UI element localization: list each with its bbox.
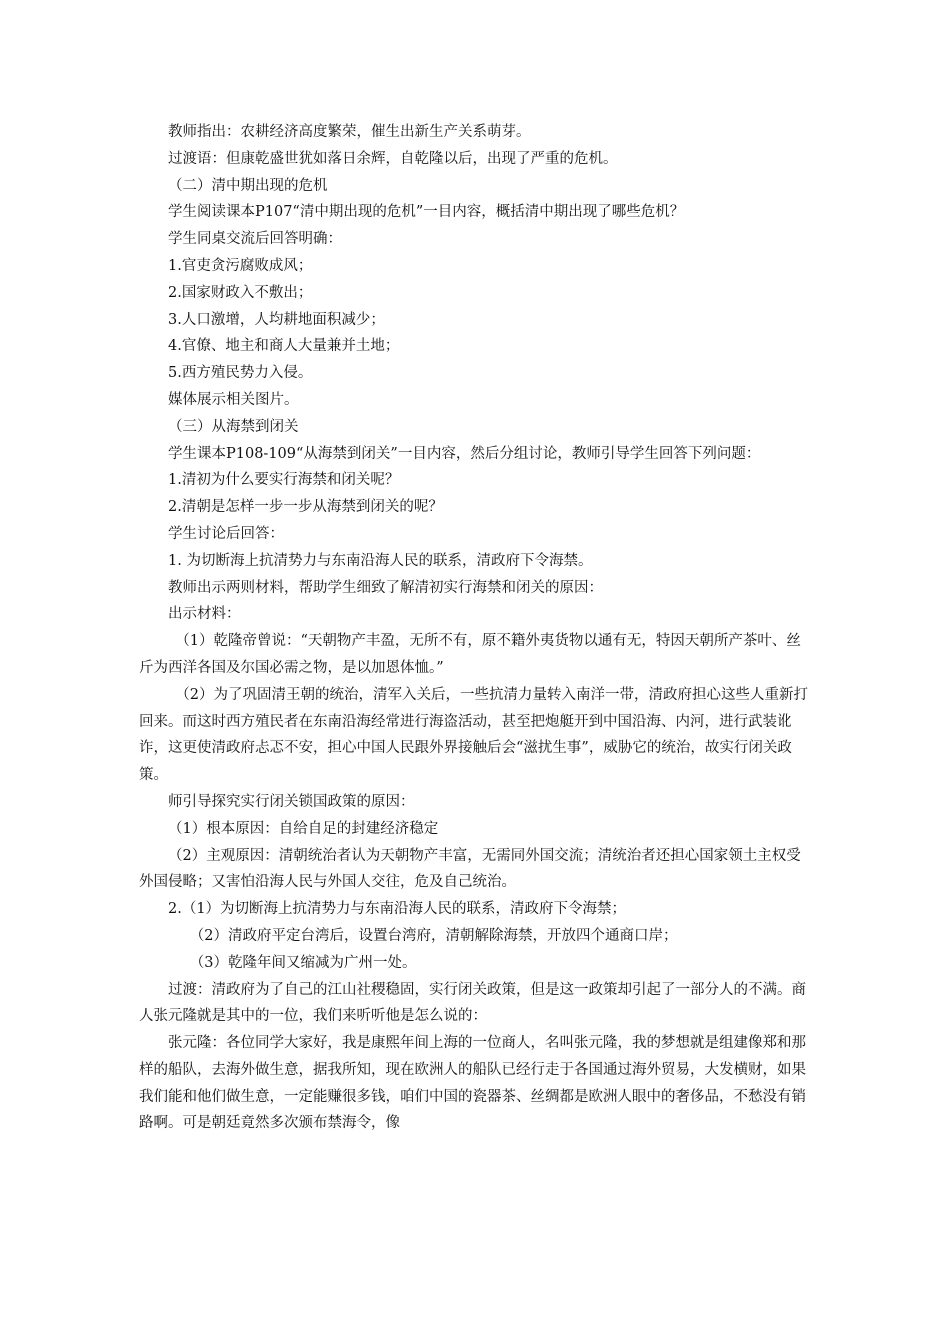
list-item: 3.人口激增，人均耕地面积减少；	[168, 311, 385, 328]
list-item: 2.（1）为切断海上抗清势力与东南沿海人民的联系，清政府下令海禁；	[168, 901, 627, 918]
paragraph: 张元隆：各位同学大家好，我是康熙年间上海的一位商人，名叫张元隆，我的梦想就是组建像郑和那样的船队，去海外做生意，据我所知，现在欧洲人的船队已经行走于各国通过海外贸易，大发横财，如果我们能和他们做生意，一定能赚很多钱，咱们中国的瓷器茶、丝绸都是欧洲人眼中的奢侈品，不愁没有销路啊。可是朝廷竟然多次颁布禁海令，像	[139, 1035, 806, 1132]
paragraph: 过渡语：但康乾盛世犹如落日余辉，自乾隆以后，出现了严重的危机。	[168, 150, 618, 167]
paragraph: 教师出示两则材料，帮助学生细致了解清初实行海禁和闭关的原因：	[168, 579, 603, 596]
paragraph: 师引导探究实行闭关锁国政策的原因：	[168, 793, 415, 810]
list-item: 1.官吏贪污腐败成风；	[168, 257, 313, 274]
document-body	[139, 119, 811, 1137]
paragraph: 媒体展示相关图片。	[168, 391, 299, 408]
material-quote: （2）为了巩固清王朝的统治，清军入关后，一些抗清力量转入南洋一带，清政府担心这些人重新打回来。而这时西方殖民者在东南沿海经常进行海盗活动，甚至把炮艇开到中国沿海、内河，进行武装讹诈，这更使清政府忐忑不安，担心中国人民跟外界接触后会“滋扰生事”，威胁它的统治，故实行闭关政策。	[139, 686, 808, 784]
paragraph: 学生讨论后回答：	[168, 525, 284, 542]
paragraph: 过渡：清政府为了自己的江山社稷稳固，实行闭关政策，但是这一政策却引起了一部分人的不满。商人张元隆就是其中的一位，我们来听听他是怎么说的：	[139, 981, 806, 1025]
list-item: 2.国家财政入不敷出；	[168, 284, 313, 301]
list-item: （3）乾隆年间又缩减为广州一处。	[189, 954, 417, 971]
paragraph: 出示材料：	[168, 606, 241, 623]
paragraph: 学生同桌交流后回答明确：	[168, 231, 342, 248]
paragraph: 教师指出：农耕经济高度繁荣，催生出新生产关系萌芽。	[168, 124, 531, 140]
list-item: （1）根本原因：自给自足的封建经济稳定	[168, 820, 439, 837]
section-heading: （三）从海禁到闭关	[168, 418, 299, 435]
list-item: （2）主观原因：清朝统治者认为天朝物产丰富，无需同外国交流；清统治者还担心国家领土主权受外国侵略；又害怕沿海人民与外国人交往，危及自己统治。	[139, 847, 801, 891]
paragraph: 学生阅读课本P107“清中期出现的危机”一目内容，概括清中期出现了哪些危机？	[168, 204, 685, 221]
material-quote: （1）乾隆帝曾说：“天朝物产丰盈，无所不有，原不籍外夷货物以通有无，特因天朝所产茶叶、丝斤为西洋各国及尔国必需之物，是以加恩体恤。”	[139, 633, 801, 676]
list-item: 1.清初为什么要实行海禁和闭关呢？	[168, 472, 400, 489]
list-item: 5.西方殖民势力入侵。	[168, 365, 313, 382]
list-item: 1. 为切断海上抗清势力与东南沿海人民的联系，清政府下令海禁。	[168, 552, 593, 569]
list-item: （2）清政府平定台湾后，设置台湾府，清朝解除海禁，开放四个通商口岸；	[189, 927, 678, 944]
list-item: 4.官僚、地主和商人大量兼并土地；	[168, 338, 400, 355]
paragraph: 学生课本P108-109“从海禁到闭关”一目内容，然后分组讨论，教师引导学生回答下列问题：	[168, 445, 761, 462]
list-item: 2.清朝是怎样一步一步从海禁到闭关的呢？	[168, 499, 443, 516]
section-heading: （二）清中期出现的危机	[168, 177, 328, 194]
